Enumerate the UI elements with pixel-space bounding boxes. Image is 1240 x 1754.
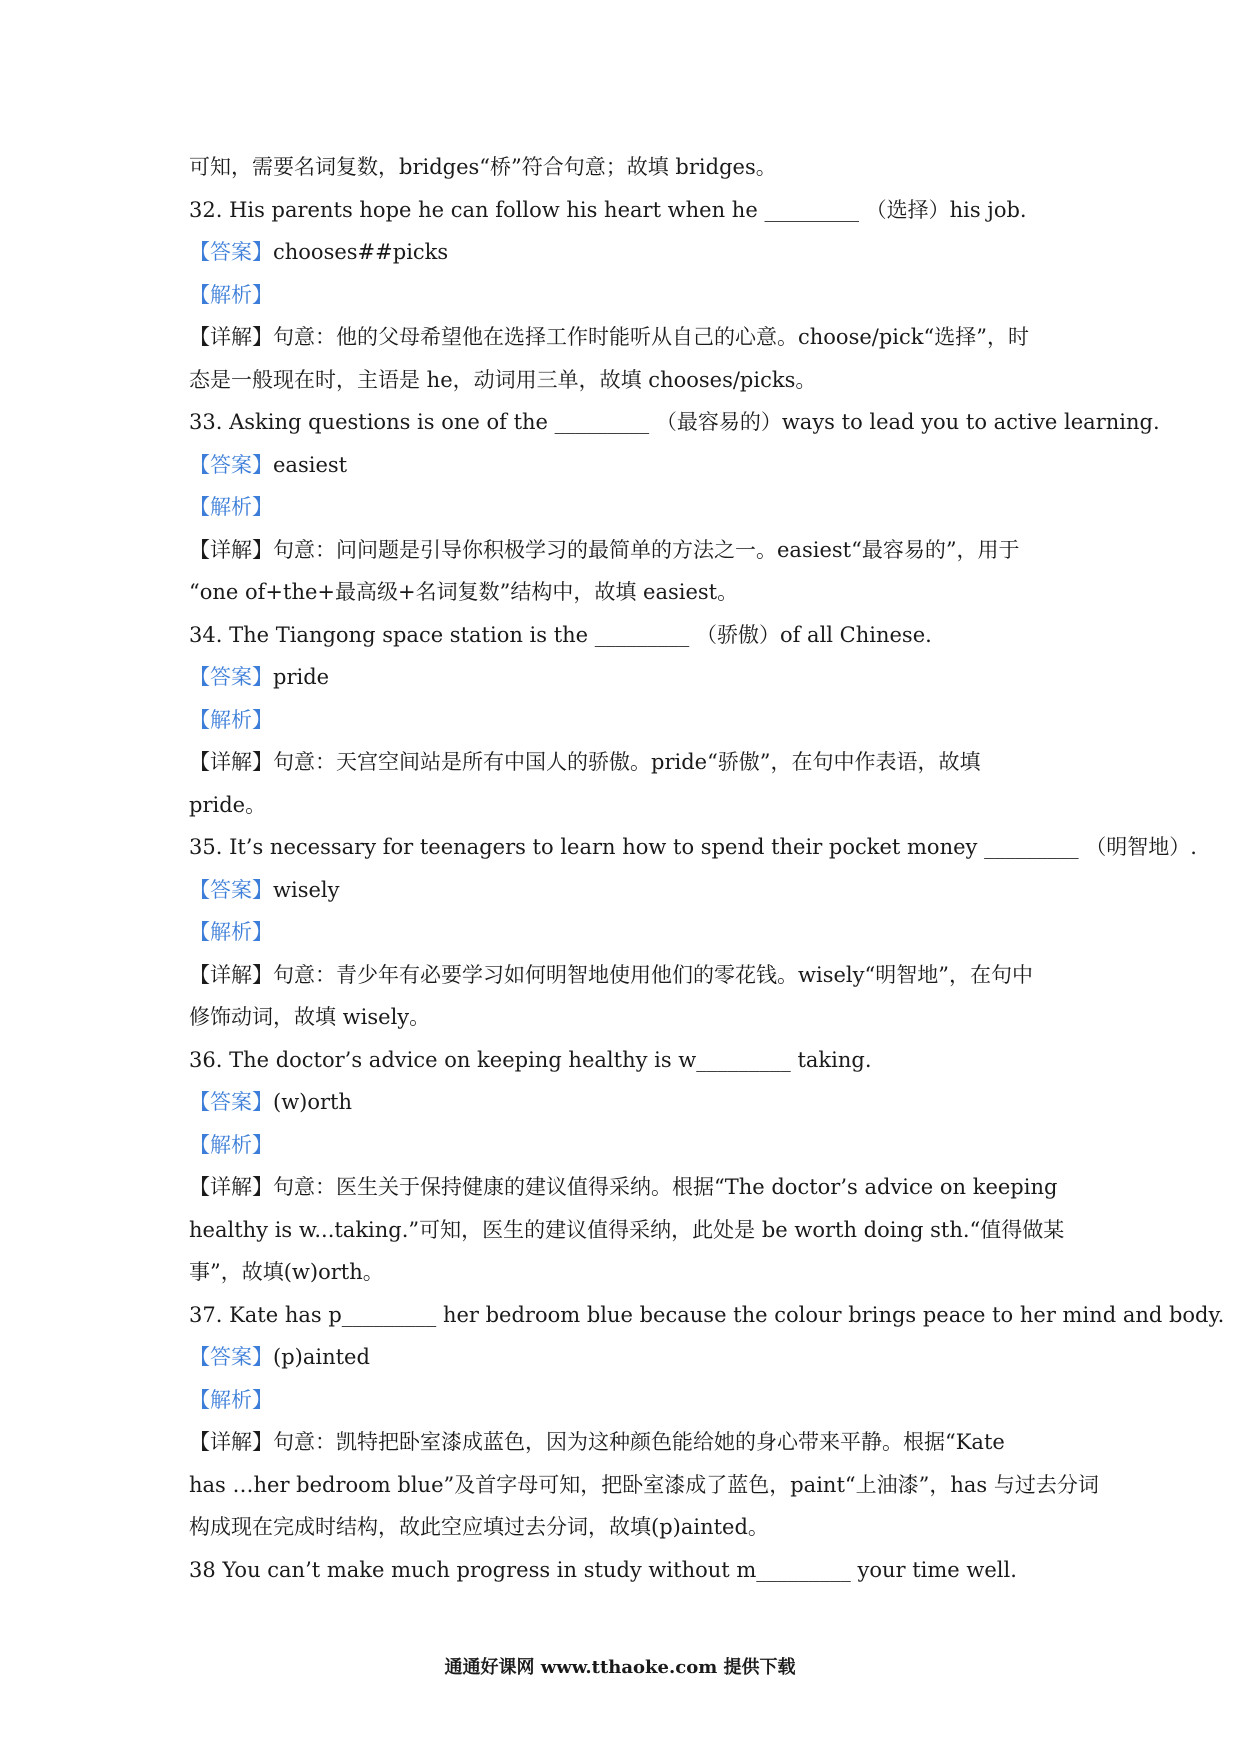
- text-line: 【详解】句意：问问题是引导你积极学习的最简单的方法之一。easiest“最容易的”，用于: [189, 537, 1020, 562]
- text-line: 构成现在完成时结构，故此空应填过去分词，故填(p)ainted。: [189, 1515, 769, 1539]
- answer-tag: 【答案】: [189, 877, 273, 902]
- text-line: 38 You can’t make much progress in study without m_________ your time well.: [189, 1557, 1017, 1582]
- analysis-tag: 【解析】: [189, 920, 273, 944]
- text-line: [189, 1124, 1069, 1167]
- text-line: 【详解】句意：凯特把卧室漆成蓝色，因为这种颜色能给她的身心带来平静。根据“Kate: [189, 1430, 1005, 1454]
- text-line: 态是一般现在时，主语是 he，动词用三单，故填 chooses/picks。: [189, 367, 817, 392]
- text-line: 32. His parents hope he can follow his heart when he _________ （选择）his job.: [189, 197, 1027, 222]
- text-line: has …her bedroom blue”及首字母可知，把卧室漆成了蓝色，paint“上油漆”，has 与过去分词: [189, 1472, 1099, 1497]
- text-line: 37. Kate has p_________ her bedroom blue because the colour brings peace to her mind and body.: [189, 1302, 1225, 1327]
- text-line: [189, 274, 1069, 317]
- text-line: 35. It’s necessary for teenagers to learn how to spend their pocket money _________ （明智地）.: [189, 835, 1197, 859]
- text-line: 事”，故填(w)orth。: [189, 1260, 384, 1284]
- analysis-tag: 【解析】: [189, 495, 273, 519]
- document-body: [189, 146, 1225, 1591]
- text-line: 【详解】句意：他的父母希望他在选择工作时能听从自己的心意。choose/pick“选择”，时: [189, 325, 1029, 349]
- text-line: “one of+the+最高级+名词复数”结构中，故填 easiest。: [189, 580, 739, 604]
- text-line: 【答案】chooses##picks: [189, 240, 449, 264]
- text-line: 33. Asking questions is one of the _________ （最容易的）ways to lead you to active learning.: [189, 410, 1160, 434]
- text-line: [189, 1379, 1069, 1422]
- text-line: 【答案】(w)orth: [189, 1090, 353, 1114]
- answer-tag: 【答案】: [189, 1345, 273, 1369]
- answer-tag: 【答案】: [189, 665, 273, 689]
- analysis-tag: 【解析】: [189, 1132, 273, 1157]
- text-line: [189, 486, 1069, 529]
- analysis-tag: 【解析】: [189, 1387, 273, 1412]
- text-line: 【答案】wisely: [189, 877, 340, 902]
- text-line: 【答案】easiest: [189, 452, 348, 477]
- text-line: 36. The doctor’s advice on keeping healthy is w_________ taking.: [189, 1047, 872, 1072]
- text-line: [189, 699, 1069, 742]
- text-line: 【详解】句意：天宫空间站是所有中国人的骄傲。pride“骄傲”，在句中作表语，故填: [189, 750, 981, 774]
- analysis-tag: 【解析】: [189, 707, 273, 732]
- text-line: [189, 911, 1069, 954]
- answer-tag: 【答案】: [189, 240, 273, 264]
- text-line: 可知，需要名词复数，bridges“桥”符合句意；故填 bridges。: [189, 155, 777, 179]
- answer-tag: 【答案】: [189, 1090, 273, 1114]
- text-line: pride。: [189, 792, 267, 817]
- text-line: 【答案】(p)ainted: [189, 1345, 370, 1369]
- text-line: healthy is w...taking.”可知，医生的建议值得采纳，此处是 be worth doing sth.“值得做某: [189, 1217, 1065, 1242]
- text-line: 修饰动词，故填 wisely。: [189, 1005, 431, 1029]
- answer-tag: 【答案】: [189, 452, 273, 477]
- text-line: 【详解】句意：青少年有必要学习如何明智地使用他们的零花钱。wisely“明智地”，在句中: [189, 962, 1033, 987]
- text-line: 【详解】句意：医生关于保持健康的建议值得采纳。根据“The doctor’s advice on keeping: [189, 1175, 1058, 1199]
- text-line: 【答案】pride: [189, 665, 330, 689]
- analysis-tag: 【解析】: [189, 282, 273, 307]
- page-footer: 通通好课网 www.tthaoke.com 提供下载: [444, 1657, 796, 1678]
- text-line: 34. The Tiangong space station is the _________ （骄傲）of all Chinese.: [189, 622, 932, 647]
